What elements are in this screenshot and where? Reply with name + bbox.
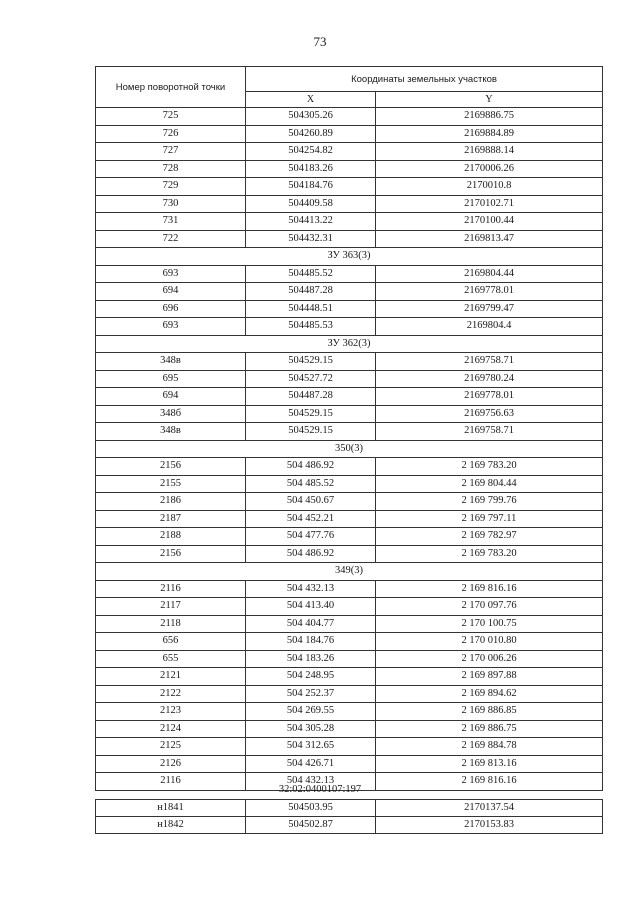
table-row	[96, 668, 603, 686]
parcel-heading: 32:02:0400107:197	[278, 784, 362, 795]
y-coordinate-cell: 2 170 100.75	[376, 615, 603, 633]
header-x: X	[246, 92, 376, 108]
table-row	[96, 528, 603, 546]
point-number-cell: 695	[96, 370, 246, 388]
y-coordinate-cell: 2169804.4	[376, 318, 603, 336]
section-row	[96, 440, 603, 458]
y-coordinate-cell: 2169756.63	[376, 405, 603, 423]
y-coordinate-cell: 2 169 886.85	[376, 703, 603, 721]
y-coordinate-cell: 2170102.71	[376, 195, 603, 213]
y-coordinate-cell: 2170006.26	[376, 160, 603, 178]
section-title: ЗУ 362(3)	[96, 335, 603, 353]
x-coordinate-cell: 504485.52	[246, 265, 376, 283]
table-row	[96, 423, 603, 441]
y-coordinate-cell: 2170137.54	[376, 800, 603, 817]
page-number: 73	[313, 34, 327, 49]
point-number-cell: 2116	[96, 773, 246, 791]
y-coordinate-cell: 2 169 884.78	[376, 738, 603, 756]
table-row	[96, 300, 603, 318]
table-row	[96, 755, 603, 773]
header-point-number: Номер поворотной точки	[96, 67, 246, 108]
header-coordinates: Координаты земельных участков	[246, 67, 603, 92]
x-coordinate-cell: 504 312.65	[246, 738, 376, 756]
point-number-cell: 2156	[96, 458, 246, 476]
x-coordinate-cell: 504 426.71	[246, 755, 376, 773]
table-row	[96, 125, 603, 143]
point-number-cell: 348б	[96, 405, 246, 423]
y-coordinate-cell: 2 169 797.11	[376, 510, 603, 528]
y-coordinate-cell: 2 169 894.62	[376, 685, 603, 703]
table-row	[96, 633, 603, 651]
x-coordinate-cell: 504 404.77	[246, 615, 376, 633]
x-coordinate-cell: 504527.72	[246, 370, 376, 388]
point-number-cell: 2124	[96, 720, 246, 738]
y-coordinate-cell: 2169804.44	[376, 265, 603, 283]
table-row	[96, 405, 603, 423]
x-coordinate-cell: 504502.87	[246, 817, 376, 834]
point-number-cell: 2122	[96, 685, 246, 703]
y-coordinate-cell: 2 169 804.44	[376, 475, 603, 493]
x-coordinate-cell: 504 432.13	[246, 580, 376, 598]
parcel-table	[95, 799, 603, 834]
x-coordinate-cell: 504 269.55	[246, 703, 376, 721]
x-coordinate-cell: 504 184.76	[246, 633, 376, 651]
section-title: 350(3)	[96, 440, 603, 458]
table-row	[96, 650, 603, 668]
point-number-cell: 2188	[96, 528, 246, 546]
table-row	[96, 353, 603, 371]
coordinates-table-body	[96, 108, 603, 791]
x-coordinate-cell: 504183.26	[246, 160, 376, 178]
point-number-cell: 656	[96, 633, 246, 651]
point-number-cell: 694	[96, 388, 246, 406]
y-coordinate-cell: 2169886.75	[376, 108, 603, 126]
table-row	[96, 195, 603, 213]
point-number-cell: 693	[96, 265, 246, 283]
section-title: 349(3)	[96, 563, 603, 581]
x-coordinate-cell: 504448.51	[246, 300, 376, 318]
y-coordinate-cell: 2 169 782.97	[376, 528, 603, 546]
y-coordinate-cell: 2170100.44	[376, 213, 603, 231]
point-number-cell: 728	[96, 160, 246, 178]
point-number-cell: 694	[96, 283, 246, 301]
x-coordinate-cell: 504260.89	[246, 125, 376, 143]
parcel-table-body	[96, 800, 603, 834]
table-row	[96, 703, 603, 721]
table-row	[96, 458, 603, 476]
point-number-cell: 2118	[96, 615, 246, 633]
section-row	[96, 335, 603, 353]
table-row	[96, 685, 603, 703]
x-coordinate-cell: 504 486.92	[246, 458, 376, 476]
point-number-cell: 2121	[96, 668, 246, 686]
point-number-cell: 693	[96, 318, 246, 336]
table-row	[96, 580, 603, 598]
table-row	[96, 475, 603, 493]
x-coordinate-cell: 504503.95	[246, 800, 376, 817]
point-number-cell: 696	[96, 300, 246, 318]
point-number-cell: 2186	[96, 493, 246, 511]
point-number-cell: 2126	[96, 755, 246, 773]
section-title: ЗУ 363(3)	[96, 248, 603, 266]
table-row	[96, 615, 603, 633]
table-row	[96, 493, 603, 511]
x-coordinate-cell: 504 413.40	[246, 598, 376, 616]
x-coordinate-cell: 504529.15	[246, 353, 376, 371]
y-coordinate-cell: 2 169 783.20	[376, 458, 603, 476]
table-row	[96, 213, 603, 231]
y-coordinate-cell: 2169799.47	[376, 300, 603, 318]
x-coordinate-cell: 504 183.26	[246, 650, 376, 668]
x-coordinate-cell: 504254.82	[246, 143, 376, 161]
point-number-cell: 2125	[96, 738, 246, 756]
y-coordinate-cell: 2170153.83	[376, 817, 603, 834]
point-number-cell: 731	[96, 213, 246, 231]
x-coordinate-cell: 504 248.95	[246, 668, 376, 686]
table-row	[96, 388, 603, 406]
x-coordinate-cell: 504529.15	[246, 405, 376, 423]
point-number-cell: 2187	[96, 510, 246, 528]
table-row	[96, 800, 603, 817]
y-coordinate-cell: 2169884.89	[376, 125, 603, 143]
table-row	[96, 318, 603, 336]
x-coordinate-cell: 504 450.67	[246, 493, 376, 511]
table-row	[96, 510, 603, 528]
x-coordinate-cell: 504409.58	[246, 195, 376, 213]
point-number-cell: н1842	[96, 817, 246, 834]
table-row	[96, 160, 603, 178]
point-number-cell: н1841	[96, 800, 246, 817]
x-coordinate-cell: 504305.26	[246, 108, 376, 126]
point-number-cell: 2156	[96, 545, 246, 563]
y-coordinate-cell: 2 169 813.16	[376, 755, 603, 773]
point-number-cell: 726	[96, 125, 246, 143]
x-coordinate-cell: 504184.76	[246, 178, 376, 196]
y-coordinate-cell: 2 169 783.20	[376, 545, 603, 563]
y-coordinate-cell: 2 169 886.75	[376, 720, 603, 738]
y-coordinate-cell: 2 170 006.26	[376, 650, 603, 668]
x-coordinate-cell: 504 305.28	[246, 720, 376, 738]
y-coordinate-cell: 2169758.71	[376, 353, 603, 371]
y-coordinate-cell: 2169888.14	[376, 143, 603, 161]
y-coordinate-cell: 2 169 897.88	[376, 668, 603, 686]
table-row	[96, 720, 603, 738]
table-row	[96, 817, 603, 834]
x-coordinate-cell: 504432.31	[246, 230, 376, 248]
y-coordinate-cell: 2169778.01	[376, 388, 603, 406]
y-coordinate-cell: 2 169 816.16	[376, 580, 603, 598]
table-row	[96, 230, 603, 248]
table-row	[96, 738, 603, 756]
x-coordinate-cell: 504 477.76	[246, 528, 376, 546]
table-row	[96, 143, 603, 161]
x-coordinate-cell: 504413.22	[246, 213, 376, 231]
section-row	[96, 248, 603, 266]
table-row	[96, 108, 603, 126]
y-coordinate-cell: 2169778.01	[376, 283, 603, 301]
point-number-cell: 348в	[96, 353, 246, 371]
table-row	[96, 178, 603, 196]
x-coordinate-cell: 504487.28	[246, 283, 376, 301]
point-number-cell: 725	[96, 108, 246, 126]
coordinates-table	[95, 66, 603, 791]
x-coordinate-cell: 504 432.13	[246, 773, 376, 791]
y-coordinate-cell: 2 170 010.80	[376, 633, 603, 651]
y-coordinate-cell: 2 169 799.76	[376, 493, 603, 511]
table-row	[96, 598, 603, 616]
header-y: Y	[376, 92, 603, 108]
point-number-cell: 2117	[96, 598, 246, 616]
y-coordinate-cell: 2169813.47	[376, 230, 603, 248]
x-coordinate-cell: 504485.53	[246, 318, 376, 336]
y-coordinate-cell: 2 169 816.16	[376, 773, 603, 791]
table-row	[96, 545, 603, 563]
point-number-cell: 2116	[96, 580, 246, 598]
x-coordinate-cell: 504529.15	[246, 423, 376, 441]
y-coordinate-cell: 2170010.8	[376, 178, 603, 196]
point-number-cell: 2155	[96, 475, 246, 493]
point-number-cell: 722	[96, 230, 246, 248]
point-number-cell: 730	[96, 195, 246, 213]
table-row	[96, 265, 603, 283]
x-coordinate-cell: 504 486.92	[246, 545, 376, 563]
x-coordinate-cell: 504487.28	[246, 388, 376, 406]
y-coordinate-cell: 2169780.24	[376, 370, 603, 388]
table-row	[96, 283, 603, 301]
section-row	[96, 563, 603, 581]
x-coordinate-cell: 504 452.21	[246, 510, 376, 528]
point-number-cell: 727	[96, 143, 246, 161]
y-coordinate-cell: 2169758.71	[376, 423, 603, 441]
point-number-cell: 348в	[96, 423, 246, 441]
x-coordinate-cell: 504 252.37	[246, 685, 376, 703]
point-number-cell: 729	[96, 178, 246, 196]
x-coordinate-cell: 504 485.52	[246, 475, 376, 493]
y-coordinate-cell: 2 170 097.76	[376, 598, 603, 616]
point-number-cell: 2123	[96, 703, 246, 721]
table-row	[96, 370, 603, 388]
point-number-cell: 655	[96, 650, 246, 668]
